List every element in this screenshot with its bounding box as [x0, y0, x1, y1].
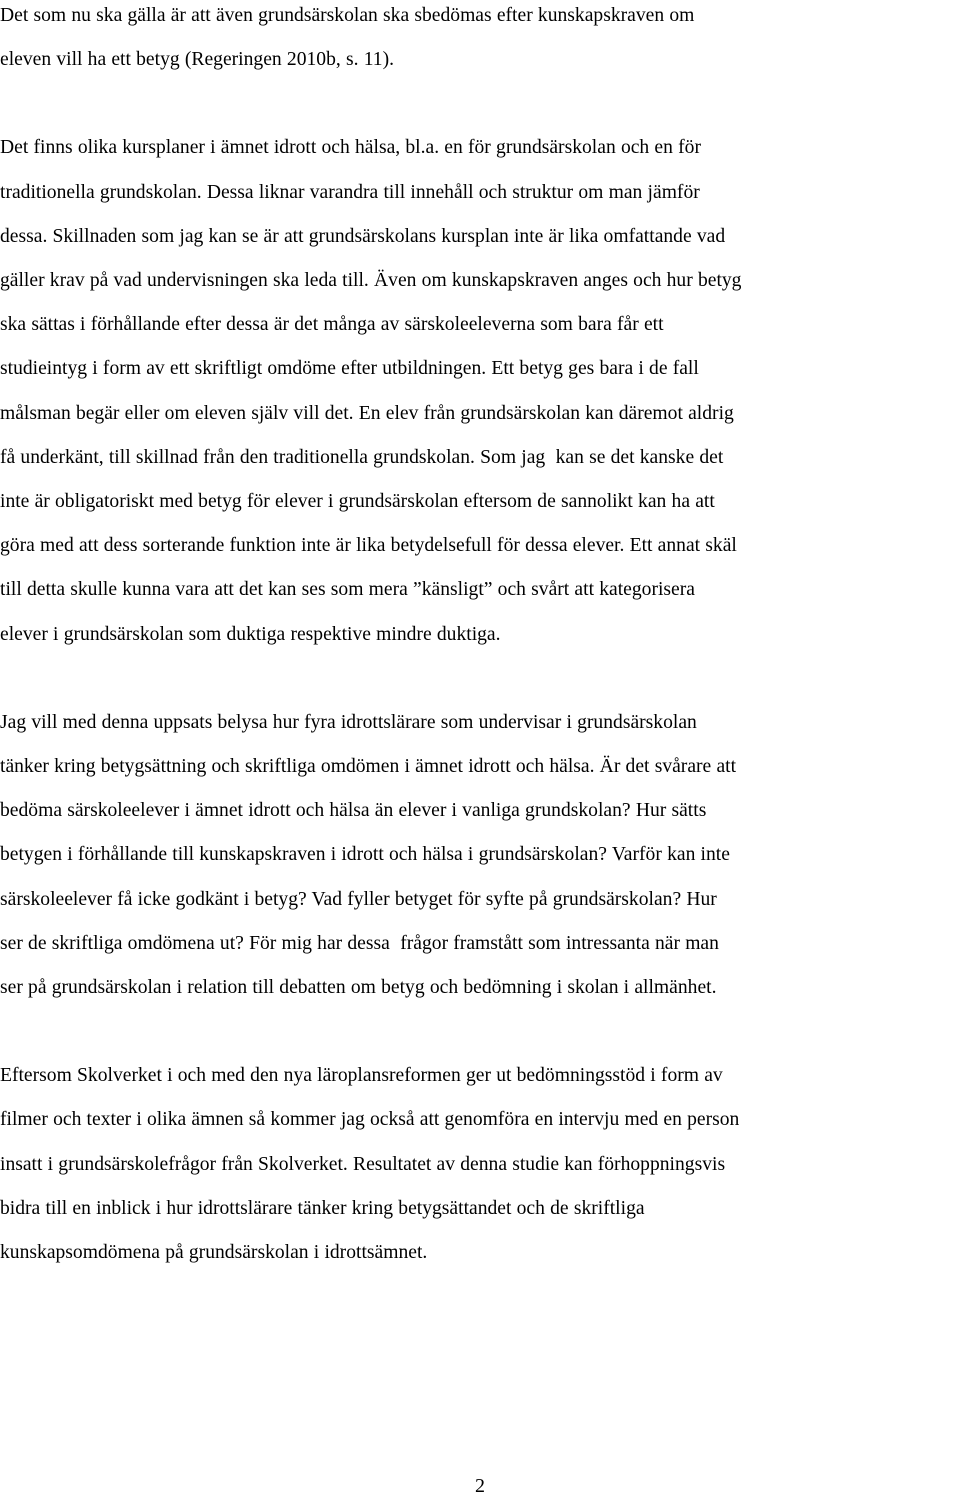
text-line: bedöma särskoleelever i ämnet idrott och hälsa än elever i vanliga grundskolan? Hur sätts	[0, 800, 707, 822]
text-line: tänker kring betygsättning och skriftliga omdömen i ämnet idrott och hälsa. Är det svårare att	[0, 756, 737, 778]
text-line: särskoleelever få icke godkänt i betyg? Vad fyller betyget för syfte på grundsärskolan? Hur	[0, 888, 717, 910]
text-line: Jag vill med denna uppsats belysa hur fyra idrottslärare som undervisar i grundsärskolan	[0, 711, 697, 733]
text-line: bidra till en inblick i hur idrottslärare tänker kring betygsättandet och de skriftliga	[0, 1197, 645, 1219]
text-line: Eftersom Skolverket i och med den nya läroplansreformen ger ut bedömningsstöd i form av	[0, 1065, 723, 1087]
text-line: kunskapsomdömena på grundsärskolan i idrottsämnet.	[0, 1242, 428, 1264]
text-line: ser de skriftliga omdömena ut? För mig har dessa frågor framstått som intressanta när man	[0, 932, 719, 954]
paragraph-4	[0, 1054, 960, 1275]
text-line: målsman begär eller om eleven själv vill det. En elev från grundsärskolan kan däremot aldrig	[0, 402, 734, 424]
text-line: inte är obligatoriskt med betyg för elever i grundsärskolan eftersom de sannolikt kan ha att	[0, 491, 715, 513]
text-line: eleven vill ha ett betyg (Regeringen 2010b, s. 11).	[0, 49, 394, 71]
text-line: elever i grundsärskolan som duktiga respektive mindre duktiga.	[0, 623, 501, 645]
text-line: traditionella grundskolan. Dessa liknar varandra till innehåll och struktur om man jämför	[0, 181, 700, 203]
paragraph-1	[0, 0, 960, 82]
paragraph-3	[0, 701, 960, 1010]
text-line: göra med att dess sorterande funktion inte är lika betydelsefull för dessa elever. Ett annat skäl	[0, 535, 737, 557]
text-line: dessa. Skillnaden som jag kan se är att grundsärskolans kursplan inte är lika omfattande vad	[0, 225, 726, 247]
text-line: insatt i grundsärskolefrågor från Skolverket. Resultatet av denna studie kan förhoppningsvis	[0, 1153, 726, 1175]
text-line: Det som nu ska gälla är att även grundsärskolan ska sbedömas efter kunskapskraven om	[0, 5, 695, 26]
text-line: Det finns olika kursplaner i ämnet idrott och hälsa, bl.a. en för grundsärskolan och en för	[0, 137, 701, 159]
paragraph-2	[0, 126, 960, 656]
text-line: studieintyg i form av ett skriftligt omdöme efter utbildningen. Ett betyg ges bara i de fall	[0, 358, 699, 380]
text-line: få underkänt, till skillnad från den traditionella grundskolan. Som jag kan se det kanske det	[0, 446, 724, 468]
text-line: gäller krav på vad undervisningen ska leda till. Även om kunskapskraven anges och hur betyg	[0, 270, 742, 292]
text-line: filmer och texter i olika ämnen så kommer jag också att genomföra en intervju med en person	[0, 1109, 740, 1131]
page-number: 2	[475, 1475, 485, 1497]
text-line: ser på grundsärskolan i relation till debatten om betyg och bedömning i skolan i allmänhet.	[0, 977, 717, 999]
text-line: ska sättas i förhållande efter dessa är det många av särskoleeleverna som bara får ett	[0, 314, 664, 336]
text-line: till detta skulle kunna vara att det kan ses som mera ”känsligt” och svårt att kategorisera	[0, 579, 695, 601]
text-line: betygen i förhållande till kunskapskraven i idrott och hälsa i grundsärskolan? Varför kan inte	[0, 844, 730, 866]
